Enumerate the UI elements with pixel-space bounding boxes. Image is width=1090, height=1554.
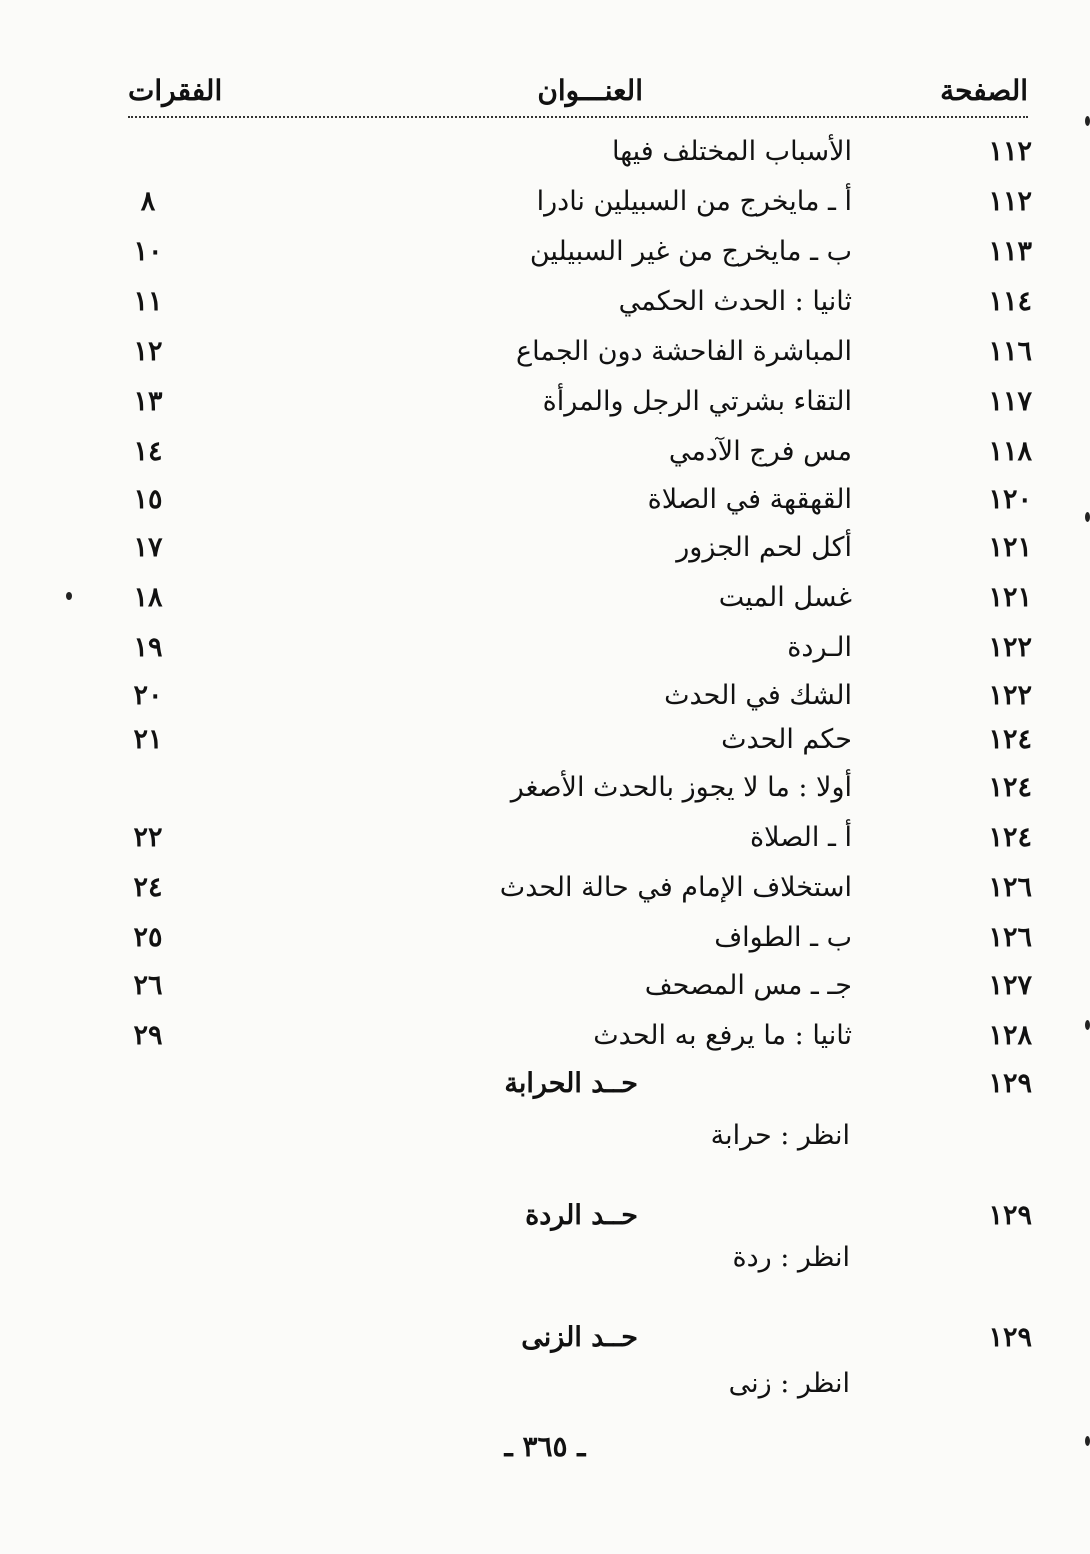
row-page: ١١٤: [988, 286, 1032, 317]
entry-ref: انظر : زنى: [728, 1368, 850, 1399]
scan-speck: [1085, 512, 1090, 522]
row-page: ١٢٦: [988, 872, 1032, 903]
row-title: أ ـ الصلاة: [750, 822, 852, 853]
row-para: ١٨: [133, 582, 163, 613]
row-page: ١٢٢: [988, 632, 1032, 663]
entry-heading: حــد الردة: [525, 1200, 638, 1231]
row-para: ١١: [133, 286, 163, 317]
row-title: المباشرة الفاحشة دون الجماع: [516, 336, 852, 367]
table-row: [0, 764, 1090, 812]
row-para: ٢٤: [133, 872, 163, 903]
row-title: ثانيا : الحدث الحكمي: [618, 286, 852, 317]
table-row: [0, 864, 1090, 912]
table-row: [0, 672, 1090, 720]
row-title: أولا : ما لا يجوز بالحدث الأصغر: [510, 772, 852, 803]
row-title: ثانيا : ما يرفع به الحدث: [593, 1020, 852, 1051]
table-row: [0, 328, 1090, 376]
row-para: ١٤: [133, 436, 163, 467]
row-title: الـردة: [787, 632, 852, 663]
table-row: [0, 1012, 1090, 1060]
header-para-label: الفقرات: [128, 74, 223, 107]
row-page: ١٢١: [988, 582, 1032, 613]
row-title: استخلاف الإمام في حالة الحدث: [499, 872, 852, 903]
row-page: ١١٦: [988, 336, 1032, 367]
entry-heading-row: [0, 1192, 1090, 1240]
row-para: ١٩: [133, 632, 163, 663]
header-title-label: العنـــوان: [537, 74, 643, 107]
row-para: ١٢: [133, 336, 163, 367]
scan-speck: [1085, 116, 1090, 126]
entry-ref-row: [0, 1112, 1090, 1160]
row-page: ١٢٠: [988, 484, 1032, 515]
row-title: الشك في الحدث: [664, 680, 852, 711]
entry-page: ١٢٩: [988, 1322, 1032, 1353]
table-row: [0, 914, 1090, 962]
table-row: [0, 624, 1090, 672]
row-title: ب ـ الطواف: [714, 922, 852, 953]
scan-speck: [1085, 1020, 1090, 1030]
row-page: ١١٨: [988, 436, 1032, 467]
row-title: غسل الميت: [718, 582, 852, 613]
table-row: [0, 814, 1090, 862]
row-page: ١٢١: [988, 532, 1032, 563]
row-page: ١١٢: [988, 186, 1032, 217]
row-title: التقاء بشرتي الرجل والمرأة: [542, 386, 852, 417]
scan-speck: [1085, 1436, 1090, 1446]
table-row: [0, 962, 1090, 1010]
row-para: ٢٢: [133, 822, 163, 853]
row-page: ١٢٨: [988, 1020, 1032, 1051]
table-row: [0, 476, 1090, 524]
table-row: [0, 228, 1090, 276]
table-row: [0, 574, 1090, 622]
row-page: ١٢٧: [988, 970, 1032, 1001]
row-title: ب ـ مايخرج من غير السبيلين: [529, 236, 852, 267]
entry-ref: انظر : ردة: [732, 1242, 850, 1273]
row-title: القهقهة في الصلاة: [647, 484, 852, 515]
entry-heading-row: [0, 1060, 1090, 1108]
scan-speck: [66, 592, 72, 600]
header-page-label: الصفحة: [940, 74, 1028, 107]
row-page: ١٢٤: [988, 772, 1032, 803]
header-divider: [128, 116, 1028, 118]
entry-ref-row: [0, 1360, 1090, 1408]
row-para: ١٧: [133, 532, 163, 563]
table-header: [128, 74, 1028, 116]
entry-heading-row: [0, 1314, 1090, 1362]
row-title: الأسباب المختلف فيها: [611, 136, 852, 167]
page-number: ـ ٣٦٥ ـ: [504, 1430, 586, 1463]
entry-heading: حــد الزنى: [521, 1322, 638, 1353]
row-title: أ ـ مايخرج من السبيلين نادرا: [536, 186, 852, 217]
entry-page: ١٢٩: [988, 1068, 1032, 1099]
row-para: ١٣: [133, 386, 163, 417]
row-page: ١١٧: [988, 386, 1032, 417]
row-page: ١٢٤: [988, 724, 1032, 755]
row-para: ٢٦: [133, 970, 163, 1001]
table-row: [0, 278, 1090, 326]
row-title: مس فرج الآدمي: [668, 436, 852, 467]
table-row: [0, 128, 1090, 176]
row-title: جـ ـ مس المصحف: [644, 970, 852, 1001]
table-row: [0, 378, 1090, 426]
row-page: ١١٢: [988, 136, 1032, 167]
table-row: [0, 178, 1090, 226]
row-para: ٢٠: [133, 680, 163, 711]
row-para: ١٥: [133, 484, 163, 515]
row-para: ٢٩: [133, 1020, 163, 1051]
row-title: حكم الحدث: [721, 724, 852, 755]
row-title: أكل لحم الجزور: [676, 532, 852, 563]
row-para: ١٠: [133, 236, 163, 267]
row-para: ٢٥: [133, 922, 163, 953]
row-para: ٨: [140, 186, 156, 217]
row-para: ٢١: [133, 724, 163, 755]
row-page: ١٢٦: [988, 922, 1032, 953]
table-row: [0, 716, 1090, 764]
row-page: ١٢٢: [988, 680, 1032, 711]
entry-ref-row: [0, 1234, 1090, 1282]
row-page: ١١٣: [988, 236, 1032, 267]
entry-page: ١٢٩: [988, 1200, 1032, 1231]
entry-ref: انظر : حرابة: [710, 1120, 850, 1151]
entry-heading: حــد الحرابة: [504, 1068, 638, 1099]
table-row: [0, 428, 1090, 476]
table-row: [0, 524, 1090, 572]
row-page: ١٢٤: [988, 822, 1032, 853]
